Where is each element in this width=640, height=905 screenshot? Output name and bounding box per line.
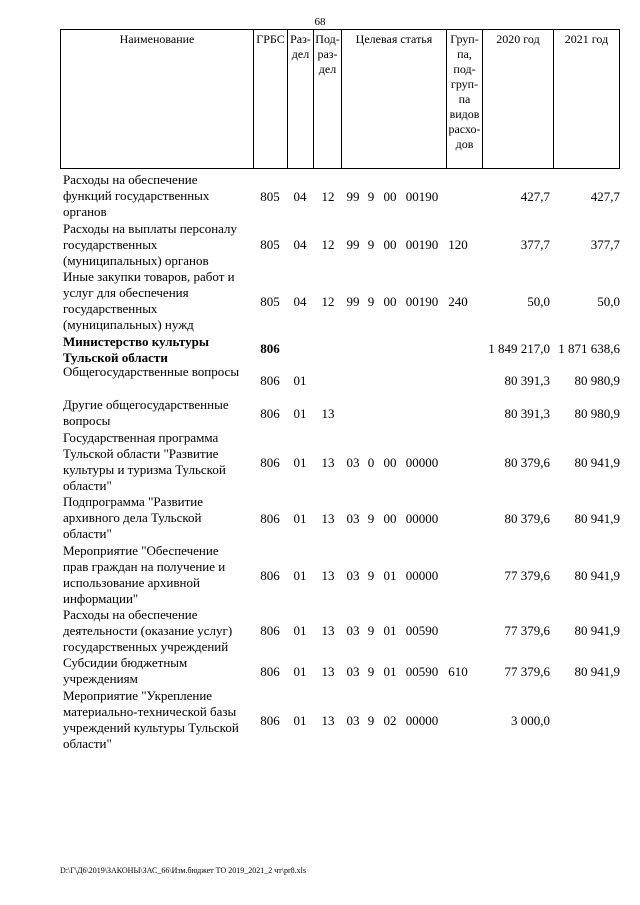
cell-grbs: 806 <box>260 373 280 388</box>
row-name: Мероприятие "Укрепление материально-технической базы учреждений культуры Тульской области" <box>63 688 239 751</box>
header-group: Груп- па, под- груп- па видов расхо- дов <box>446 29 482 169</box>
cell-grbs: 806 <box>260 623 280 638</box>
table-row <box>0 655 640 688</box>
cell-razdel: 01 <box>293 664 307 679</box>
cell-2020: 377,7 <box>520 237 550 252</box>
cell-podrazdel: 12 <box>321 237 335 252</box>
cell-2020: 3 000,0 <box>511 713 550 728</box>
cell-2021: 377,7 <box>590 237 620 252</box>
cell-grbs: 805 <box>260 294 280 309</box>
cell-podrazdel: 13 <box>321 406 335 421</box>
row-name: Расходы на обеспечение функций государственных органов <box>63 172 210 219</box>
cell-grbs: 806 <box>260 664 280 679</box>
table-row <box>0 430 640 495</box>
cell-podrazdel: 13 <box>321 713 335 728</box>
cell-c1: 03 <box>346 511 360 526</box>
header-razdel: Раз- дел <box>287 29 313 169</box>
cell-podrazdel: 13 <box>321 455 335 470</box>
row-name: Другие общегосударственные вопросы <box>63 397 229 428</box>
cell-c4: 00000 <box>405 568 439 583</box>
table-row <box>0 364 640 397</box>
cell-2020: 77 379,6 <box>504 664 550 679</box>
table-row <box>0 688 640 754</box>
row-name: Расходы на обеспечение деятельности (оказание услуг) государственных учреждений <box>63 607 233 654</box>
cell-c2: 9 <box>367 664 375 679</box>
cell-c3: 00 <box>383 455 397 470</box>
cell-c4: 00190 <box>405 294 439 309</box>
cell-razdel: 01 <box>293 623 307 638</box>
cell-c1: 03 <box>346 664 360 679</box>
cell-c3: 00 <box>383 189 397 204</box>
table-row <box>0 607 640 655</box>
cell-razdel: 01 <box>293 373 307 388</box>
cell-2021: 80 941,9 <box>574 664 620 679</box>
cell-c4: 00590 <box>405 623 439 638</box>
cell-razdel: 01 <box>293 713 307 728</box>
cell-2020: 77 379,6 <box>504 623 550 638</box>
cell-podrazdel: 13 <box>321 511 335 526</box>
header-name: Наименование <box>60 29 253 169</box>
cell-c1: 03 <box>346 568 360 583</box>
cell-2020: 77 379,6 <box>504 568 550 583</box>
row-name: Министерство культуры Тульской области <box>63 334 209 365</box>
cell-podrazdel: 13 <box>321 568 335 583</box>
cell-c1: 99 <box>346 189 360 204</box>
cell-razdel: 04 <box>293 294 307 309</box>
cell-2020: 80 391,3 <box>504 406 550 421</box>
table-row <box>0 397 640 430</box>
cell-c1: 03 <box>346 713 360 728</box>
cell-group: 120 <box>448 237 468 252</box>
cell-podrazdel: 12 <box>321 294 335 309</box>
cell-c2: 9 <box>367 294 375 309</box>
cell-razdel: 04 <box>293 189 307 204</box>
row-name: Подпрограмма "Развитие архивного дела Тульской области" <box>63 494 204 541</box>
table-row <box>0 269 640 335</box>
cell-group: 610 <box>448 664 468 679</box>
cell-podrazdel: 13 <box>321 664 335 679</box>
cell-c2: 9 <box>367 568 375 583</box>
cell-c4: 00190 <box>405 189 439 204</box>
cell-2021: 80 941,9 <box>574 511 620 526</box>
cell-2021: 80 980,9 <box>574 373 620 388</box>
cell-grbs: 806 <box>260 406 280 421</box>
page-number: 68 <box>314 16 326 28</box>
cell-podrazdel: 12 <box>321 189 335 204</box>
cell-c4: 00000 <box>405 455 439 470</box>
cell-c2: 9 <box>367 511 375 526</box>
cell-podrazdel: 13 <box>321 623 335 638</box>
cell-c1: 03 <box>346 455 360 470</box>
cell-2020: 80 379,6 <box>504 511 550 526</box>
table-row <box>0 221 640 269</box>
row-name: Субсидии бюджетным учреждениям <box>63 655 188 686</box>
cell-c4: 00190 <box>405 237 439 252</box>
cell-c2: 9 <box>367 237 375 252</box>
table-row <box>0 543 640 608</box>
cell-c2: 9 <box>367 713 375 728</box>
cell-c4: 00000 <box>405 511 439 526</box>
cell-2020: 1 849 217,0 <box>488 341 550 356</box>
table-row <box>0 494 640 543</box>
cell-2021: 80 980,9 <box>574 406 620 421</box>
footer-path: D:\Г\Д6\2019\ЗАКОНЫ\ЗАС_66\Изм.бюджет ТО 2019_2021_2 чт\pr8.xls <box>60 866 306 875</box>
cell-grbs: 806 <box>260 455 280 470</box>
header-grbs: ГРБС <box>253 29 287 169</box>
row-name: Мероприятие "Обеспечение прав граждан на получение и использование архивной информации" <box>63 543 226 606</box>
cell-group: 240 <box>448 294 468 309</box>
cell-2021: 80 941,9 <box>574 455 620 470</box>
cell-razdel: 04 <box>293 237 307 252</box>
row-name: Иные закупки товаров, работ и услуг для обеспечения государственных (муниципальных) нужд <box>63 269 235 332</box>
cell-c1: 99 <box>346 237 360 252</box>
cell-grbs: 806 <box>260 341 280 356</box>
cell-c4: 00590 <box>405 664 439 679</box>
cell-c3: 01 <box>383 623 397 638</box>
cell-razdel: 01 <box>293 455 307 470</box>
cell-razdel: 01 <box>293 568 307 583</box>
cell-2020: 50,0 <box>527 294 550 309</box>
cell-c3: 01 <box>383 568 397 583</box>
row-name: Расходы на выплаты персоналу государственных (муниципальных) органов <box>63 221 238 268</box>
cell-c3: 00 <box>383 237 397 252</box>
cell-grbs: 806 <box>260 511 280 526</box>
table-row <box>0 172 640 222</box>
cell-c3: 02 <box>383 713 397 728</box>
cell-razdel: 01 <box>293 406 307 421</box>
cell-grbs: 806 <box>260 568 280 583</box>
header-2020: 2020 год <box>482 29 553 169</box>
cell-c3: 01 <box>383 664 397 679</box>
header-target: Целевая статья <box>341 29 446 169</box>
table-row <box>0 334 640 364</box>
cell-c2: 0 <box>367 455 375 470</box>
header-2021: 2021 год <box>553 29 620 169</box>
cell-2021: 427,7 <box>590 189 620 204</box>
cell-2020: 80 391,3 <box>504 373 550 388</box>
cell-grbs: 805 <box>260 237 280 252</box>
cell-c2: 9 <box>367 623 375 638</box>
cell-c1: 03 <box>346 623 360 638</box>
row-name: Общегосударственные вопросы <box>63 364 240 379</box>
cell-2020: 427,7 <box>520 189 550 204</box>
cell-c3: 00 <box>383 511 397 526</box>
cell-grbs: 805 <box>260 189 280 204</box>
cell-grbs: 806 <box>260 713 280 728</box>
cell-2021: 80 941,9 <box>574 568 620 583</box>
cell-2021: 80 941,9 <box>574 623 620 638</box>
cell-c2: 9 <box>367 189 375 204</box>
cell-c3: 00 <box>383 294 397 309</box>
cell-2020: 80 379,6 <box>504 455 550 470</box>
header-podrazdel: Под- раз- дел <box>313 29 341 169</box>
cell-c1: 99 <box>346 294 360 309</box>
cell-2021: 1 871 638,6 <box>558 341 620 356</box>
cell-c4: 00000 <box>405 713 439 728</box>
row-name: Государственная программа Тульской области "Развитие культуры и туризма Тульской области" <box>63 430 226 493</box>
cell-2021: 50,0 <box>597 294 620 309</box>
cell-razdel: 01 <box>293 511 307 526</box>
